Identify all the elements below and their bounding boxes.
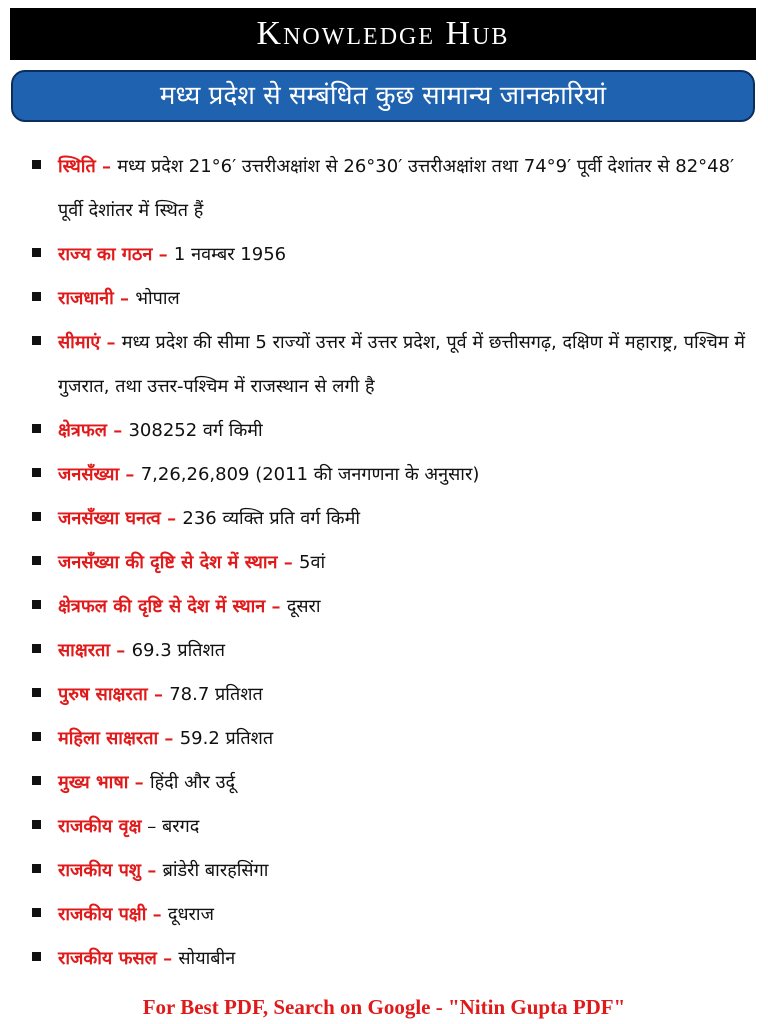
footer-note: For Best PDF, Search on Google - "Nitin Gupta PDF" — [142, 995, 626, 1019]
fact-value: हिंदी और उर्दू — [149, 772, 236, 793]
square-bullet-icon — [32, 424, 41, 433]
fact-value: भोपाल — [135, 288, 180, 309]
fact-item — [28, 629, 758, 673]
fact-item — [28, 453, 758, 497]
fact-item — [28, 321, 758, 409]
fact-value: 7,26,26,809 (2011 की जनगणना के अनुसार) — [140, 464, 480, 485]
fact-label: सीमाएं — [58, 332, 101, 353]
fact-value: 1 नवम्बर 1956 — [173, 244, 287, 265]
fact-separator: – — [160, 508, 183, 529]
square-bullet-icon — [32, 732, 41, 741]
square-bullet-icon — [32, 952, 41, 961]
fact-label: राजकीय वृक्ष — [58, 816, 142, 837]
fact-value: सोयाबीन — [178, 948, 236, 969]
square-bullet-icon — [32, 248, 41, 257]
fact-value: दूधराज — [167, 904, 214, 925]
fact-value: 5वां — [299, 552, 326, 573]
fact-separator: – — [113, 288, 136, 309]
fact-label: जनसँख्या घनत्व — [58, 508, 161, 529]
fact-value: बरगद — [161, 816, 200, 837]
fact-item — [28, 849, 758, 893]
fact-separator: – — [141, 816, 162, 837]
fact-value: मध्य प्रदेश 21°6′ उत्तरीअक्षांश से 26°30′ उत्तरीअक्षांश तथा 74°9′ पूर्वी देशांतर से 82°48′ पूर्वी देशांतर में स्थित हैं — [58, 156, 735, 221]
square-bullet-icon — [32, 292, 41, 301]
fact-label: क्षेत्रफल — [58, 420, 107, 441]
fact-separator: – — [158, 728, 180, 749]
square-bullet-icon — [32, 644, 41, 653]
fact-label: राजकीय पक्षी — [58, 904, 147, 925]
square-bullet-icon — [32, 688, 41, 697]
fact-separator: – — [265, 596, 287, 617]
fact-label: पुरुष साक्षरता — [58, 684, 148, 705]
fact-item — [28, 145, 758, 233]
fact-label: राजधानी — [58, 288, 114, 309]
square-bullet-icon — [32, 776, 41, 785]
fact-separator: – — [119, 464, 141, 485]
header-bar — [10, 8, 756, 60]
fact-label: महिला साक्षरता — [58, 728, 159, 749]
fact-separator: – — [156, 948, 179, 969]
square-bullet-icon — [32, 908, 41, 917]
fact-item — [28, 497, 758, 541]
fact-separator: – — [141, 860, 163, 881]
fact-separator: – — [277, 552, 300, 573]
fact-item — [28, 805, 758, 849]
fact-separator: – — [152, 244, 174, 265]
fact-item — [28, 585, 758, 629]
title-box — [11, 70, 755, 122]
fact-item — [28, 761, 758, 805]
fact-value: 59.2 प्रतिशत — [179, 728, 274, 749]
fact-item — [28, 937, 758, 981]
square-bullet-icon — [32, 336, 41, 345]
fact-label: राजकीय फसल — [58, 948, 157, 969]
fact-item — [28, 277, 758, 321]
facts-list — [28, 145, 758, 981]
fact-value: मध्य प्रदेश की सीमा 5 राज्यों उत्तर में उत्तर प्रदेश, पूर्व में छत्तीसगढ़, दक्षिण में महाराष्ट्र, पश्चिम में गुजरात, तथा उत्तर-पश्चिम में राजस्थान से लगी है — [58, 332, 746, 397]
fact-value: 78.7 प्रतिशत — [169, 684, 263, 705]
fact-item — [28, 409, 758, 453]
header-title: Knowledge Hub — [256, 15, 510, 52]
fact-label: साक्षरता — [58, 640, 111, 661]
square-bullet-icon — [32, 160, 41, 169]
fact-separator: – — [146, 904, 168, 925]
fact-separator: – — [147, 684, 170, 705]
fact-value: दूसरा — [286, 596, 321, 617]
fact-separator: – — [128, 772, 150, 793]
fact-label: राजकीय पशु — [58, 860, 142, 881]
fact-label: स्थिति — [58, 156, 96, 177]
fact-item — [28, 673, 758, 717]
fact-item — [28, 893, 758, 937]
square-bullet-icon — [32, 556, 41, 565]
fact-item — [28, 233, 758, 277]
square-bullet-icon — [32, 820, 41, 829]
fact-value: 308252 वर्ग किमी — [128, 420, 263, 441]
square-bullet-icon — [32, 512, 41, 521]
fact-value: 69.3 प्रतिशत — [131, 640, 226, 661]
fact-separator: – — [95, 156, 118, 177]
fact-item — [28, 717, 758, 761]
title-box-text: मध्य प्रदेश से सम्बंधित कुछ सामान्य जानकारियां — [159, 81, 607, 111]
fact-value: 236 व्यक्ति प्रति वर्ग किमी — [182, 508, 361, 529]
fact-label: जनसँख्या की दृष्टि से देश में स्थान — [58, 552, 278, 573]
fact-separator: – — [110, 640, 132, 661]
fact-label: राज्य का गठन — [58, 244, 153, 265]
square-bullet-icon — [32, 864, 41, 873]
square-bullet-icon — [32, 600, 41, 609]
fact-separator: – — [100, 332, 122, 353]
fact-label: मुख्य भाषा — [58, 772, 129, 793]
fact-label: जनसँख्या — [58, 464, 120, 485]
fact-separator: – — [106, 420, 129, 441]
fact-label: क्षेत्रफल की दृष्टि से देश में स्थान — [58, 596, 266, 617]
fact-item — [28, 541, 758, 585]
square-bullet-icon — [32, 468, 41, 477]
fact-value: ब्रांडेरी बारहसिंगा — [162, 860, 269, 881]
